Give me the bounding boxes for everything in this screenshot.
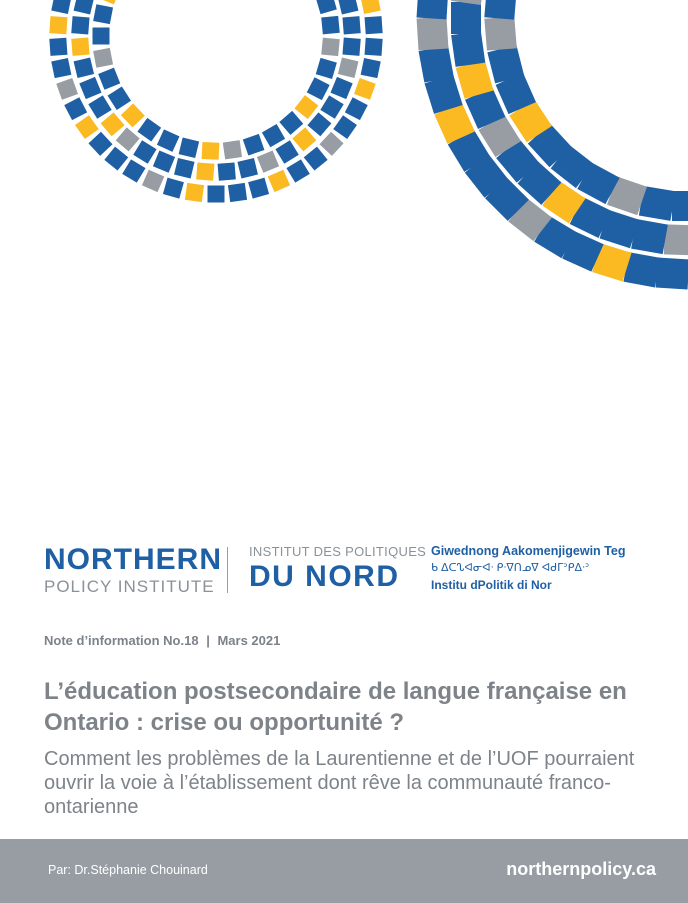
michif-name: Institu dPolitik di Nor (431, 578, 552, 592)
left-ring-tile (218, 162, 236, 180)
left-ring-tile (342, 38, 360, 56)
left-ring-tile (93, 4, 113, 24)
institut-politiques-du-nord-logo (249, 545, 426, 593)
left-ring-tile (320, 95, 343, 118)
footer-bar (0, 839, 688, 903)
left-ring-tile (137, 118, 161, 142)
left-ring-tile (116, 127, 140, 151)
note-date: Mars 2021 (217, 633, 281, 648)
left-ring-tile (316, 0, 337, 14)
right-ring-tile (484, 16, 517, 50)
left-ring-tile (56, 78, 78, 100)
left-ring-tile (98, 0, 120, 4)
website-link[interactable]: northernpolicy.ca (506, 859, 656, 879)
left-ring-tile (98, 68, 120, 90)
left-ring-tile (319, 132, 343, 156)
syllabics-name: ᑲ ᐃᑕᔐᐊᓂᐊᐧ ᑭᐧᐁᑎᓄᐁ ᐊᑯᒥᐣᑭᐃᐧᐣ (431, 562, 590, 574)
left-ring-tile (333, 115, 357, 139)
right-ring-tile (656, 258, 688, 290)
document-title: L’éducation postsecondaire de langue française en Ontario : crise ou opportunité ? (44, 678, 627, 736)
left-ring-tile (307, 77, 330, 100)
ipn-logo-subname: INSTITUT DES POLITIQUES (249, 544, 427, 559)
right-ring-tile (419, 46, 454, 83)
left-ring-tile (365, 38, 383, 56)
left-ring-tile (121, 103, 145, 127)
left-ring-tile (49, 16, 67, 34)
left-ring-tile (243, 134, 265, 156)
left-ring-tile (185, 183, 204, 202)
left-ring-tile (223, 140, 242, 159)
left-ring-tile (321, 16, 340, 35)
right-ring-tile (451, 2, 481, 34)
left-ring-tile (304, 147, 328, 171)
left-ring-tile (228, 183, 247, 202)
left-ring-tile (133, 140, 156, 163)
logo-divider (227, 547, 228, 593)
right-ring-tile (417, 17, 449, 51)
left-ring-tile (365, 16, 383, 34)
left-ring-tile (93, 48, 113, 68)
left-ring-tile (157, 129, 180, 152)
decorative-ring-pattern (0, 0, 688, 300)
left-ring-tile (354, 78, 376, 100)
left-ring-tile (74, 0, 94, 15)
left-ring-tile (262, 124, 285, 147)
left-ring-tile (338, 57, 358, 77)
partner-logos (44, 541, 644, 601)
right-ring-tile (664, 224, 688, 255)
note-separator: | (206, 633, 210, 648)
left-ring-tile (104, 147, 128, 171)
author-credit: Par: Dr.Stéphanie Chouinard (48, 863, 208, 877)
left-ring-tile (208, 186, 225, 203)
left-ring-tile (163, 178, 184, 199)
left-ring-tile (142, 170, 164, 192)
left-ring-tile (286, 159, 309, 182)
left-ring-tile (75, 115, 99, 139)
left-ring-tile (275, 140, 298, 163)
left-ring-tile (316, 58, 337, 79)
left-ring-tile (88, 132, 112, 156)
left-ring-tile (108, 86, 131, 109)
right-ring-tile (451, 31, 485, 67)
left-ring-tile (74, 57, 94, 77)
left-ring-tile (79, 77, 101, 99)
left-ring-tile (307, 112, 331, 136)
left-ring-tile (342, 16, 360, 34)
left-ring-tile (196, 162, 214, 180)
left-ring-tile (88, 95, 111, 118)
left-ring-tile (101, 112, 125, 136)
left-ring-tile (345, 97, 368, 120)
left-ring-tile (51, 58, 71, 78)
briefing-note-label (44, 633, 280, 648)
left-ring-tile (237, 158, 257, 178)
right-ring-tile (484, 0, 517, 20)
left-ring-tile (330, 77, 352, 99)
left-ring-tile (71, 38, 89, 56)
right-ring-tile (417, 0, 449, 19)
left-ring-tile (361, 58, 381, 78)
left-ring-tile (361, 0, 381, 14)
left-ring-tile (292, 127, 316, 151)
left-ring-tile (179, 138, 200, 159)
document-subtitle: Comment les problèmes de la Laurentienne et de l’UOF pourraient ouvrir la voie à l’établissement dont rêve la communauté franco-ontarienne (44, 748, 635, 818)
ipn-logo-name: DU NORD (249, 560, 400, 593)
left-ring-tile (257, 150, 279, 172)
left-ring-tile (93, 28, 110, 45)
note-number: Note d’information No.18 (44, 633, 199, 648)
left-ring-tile (174, 158, 194, 178)
left-ring-tile (279, 111, 303, 135)
left-ring-tile (51, 0, 71, 14)
left-ring-tile (294, 95, 318, 119)
npi-logo-name: NORTHERN (44, 543, 222, 576)
left-ring-tile (153, 150, 175, 172)
indigenous-language-logo (431, 543, 625, 593)
left-ring-tile (202, 142, 220, 160)
left-ring-tile (248, 178, 269, 199)
left-ring-tile (268, 170, 290, 192)
left-ring-tile (71, 16, 89, 34)
left-ring-tile (321, 38, 340, 57)
npi-logo-subname: POLICY INSTITUTE (44, 577, 215, 596)
left-ring-tile (49, 38, 67, 56)
left-ring-tile (64, 97, 87, 120)
left-ring-tile (338, 0, 358, 15)
ojibwe-name: Giwednong Aakomenjigewin Teg (431, 544, 626, 558)
northern-policy-institute-logo (44, 545, 222, 597)
left-ring-tile (122, 159, 145, 182)
